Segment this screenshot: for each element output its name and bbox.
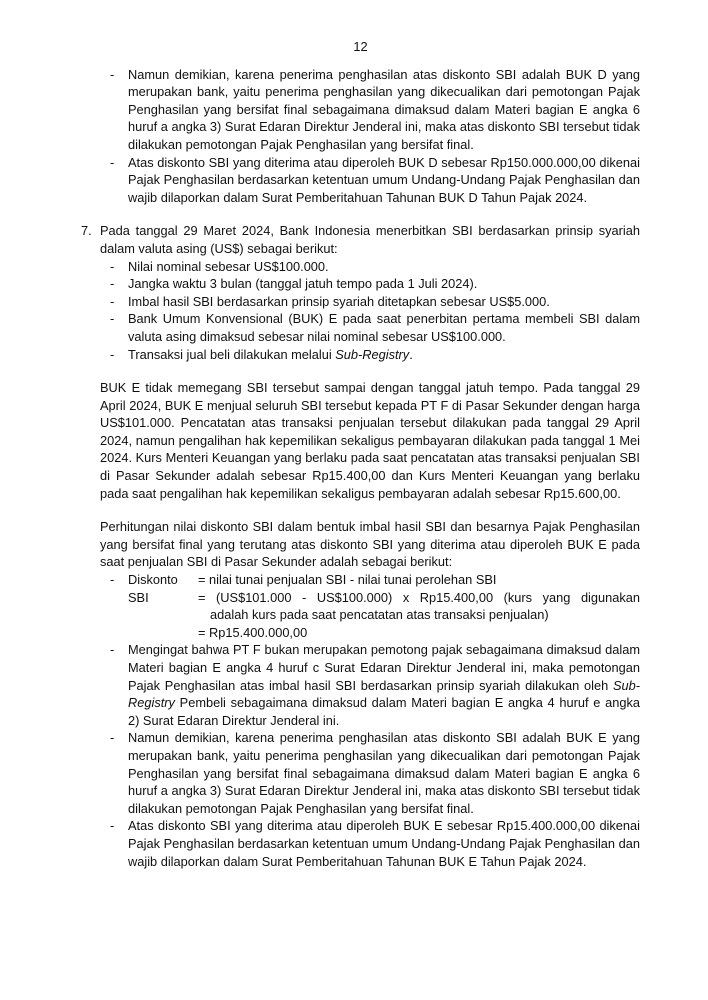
item-number: 7. [81,223,92,239]
dash-bullet-marker: - [110,66,115,82]
item-body [100,222,640,870]
text-run: Pembeli sebagaimana dimaksud dalam Materi bagian E angka 4 huruf e angka 2) Surat Edaran Direktur Jenderal ini. [128,695,640,728]
italic-run: Sub-Registry [128,677,640,711]
text-run: Transaksi jual beli dilakukan melalui [128,346,336,362]
calculation-bullet [110,571,640,641]
calculation-block [128,571,640,641]
dash-bullet-marker: - [110,154,115,170]
calculation-line-2: = (US$101.000 - US$100.000) x Rp15.400,00 (kurs yang digunakan [198,589,640,605]
sub-bullet-4-text [128,310,640,345]
dash-bullet-marker: - [110,293,115,309]
dash-bullet-marker: - [110,818,115,834]
page-number: 12 [353,39,368,54]
closing-bullet-2 [110,729,640,817]
dash-bullet-marker: - [110,276,115,292]
text-run: Nilai nominal sebesar US$100.000. [128,258,329,274]
text-run: Mengingat bahwa PT F bukan merupakan pemotong pajak sebagaimana dimaksud dalam Materi bagian E angka 4 huruf c Surat Edaran Direktur Jenderal ini, maka pemotongan Pajak Penghasilan atas imbal hasil SBI berdasarkan prinsip syariah dilakukan oleh [128,642,640,693]
sub-bullet-2 [110,275,640,293]
calculation-label: Diskonto SBI [128,572,178,605]
continuation-bullet-2-text [128,154,640,207]
sub-bullet-1-text [128,258,640,276]
item-paragraph-1: BUK E tidak memegang SBI tersebut sampai dengan tanggal jatuh tempo. Pada tanggal 29 April 2024, BUK E menjual seluruh SBI tersebut kepada PT F di Pasar Sekunder dengan harga US$101.000. Pencatatan atas transaksi penjualan tersebut dilakukan pada tanggal 29 April 2024, namun pengalihan hak kepemilikan sekaligus pembayaran dilakukan pada tanggal 1 Mei 2024. Kurs Menteri Keuangan yang berlaku pada saat pencatatan atas transaksi penjualan SBI di Pasar Sekunder adalah sebesar Rp15.400,00 dan Kurs Menteri Keuangan yang berlaku pada saat pengalihan hak kepemilikan sekaligus pembayaran adalah sebesar Rp15.600,00. [100,380,640,501]
italic-run: Sub-Registry [335,346,410,362]
closing-bullet-3-text [128,817,640,870]
text-run: . [409,346,413,362]
dash-bullet-marker: - [110,572,115,588]
text-run: Imbal hasil SBI berdasarkan prinsip syariah ditetapkan sebesar US$5.000. [128,293,550,309]
dash-bullet-marker: - [110,311,115,327]
closing-bullet-1-text [128,641,640,729]
closing-bullet-3 [110,817,640,870]
dash-bullet-marker: - [110,258,115,274]
continuation-bullet-1 [110,66,640,154]
sub-bullet-3-text [128,293,640,311]
sub-bullet-4 [110,310,640,345]
numbered-item-7 [81,222,640,870]
dash-bullet-marker: - [110,346,115,362]
closing-bullet-2-text [128,729,640,817]
sub-bullet-5 [110,346,640,364]
calculation-line-3: = Rp15.400.000,00 [198,624,308,640]
calculation-line-1: = nilai tunai penjualan SBI - nilai tunai perolehan SBI [198,572,497,588]
calculation-lines [198,571,640,641]
sub-bullet-3 [110,293,640,311]
calculation-line-2-continued: adalah kurs pada saat pencatatan atas transaksi penjualan) [210,607,549,623]
text-run: Atas diskonto SBI yang diterima atau diperoleh BUK E sebesar Rp15.400.000,00 dikenai Pajak Penghasilan berdasarkan ketentuan umum Undang-Undang Pajak Penghasilan dan wajib dilaporkan dalam Surat Pemberitahuan Tahunan BUK E Tahun Pajak 2024. [128,818,640,869]
sub-bullet-2-text [128,275,640,293]
dash-bullet-marker: - [110,642,115,658]
item-paragraph-2: Perhitungan nilai diskonto SBI dalam bentuk imbal hasil SBI dan besarnya Pajak Penghasilan yang bersifat final yang terutang atas diskonto SBI yang diterima atau diperoleh BUK E pada saat penjualan SBI di Pasar Sekunder adalah sebagai berikut: [100,519,640,570]
item-intro: Pada tanggal 29 Maret 2024, Bank Indonesia menerbitkan SBI berdasarkan prinsip syariah dalam valuta asing (US$) sebagai berikut: [100,223,640,256]
sub-bullet-5-text [128,346,640,364]
text-run: Namun demikian, karena penerima penghasilan atas diskonto SBI adalah BUK D yang merupakan bank, yaitu penerima penghasilan yang dikecualikan dari pemotongan Pajak Penghasilan yang bersifat final sebagaimana dimaksud dalam Materi bagian E angka 6 huruf a angka 3) Surat Edaran Direktur Jenderal ini, maka atas diskonto SBI tersebut tidak dilakukan pemotongan Pajak Penghasilan yang bersifat final. [128,66,640,152]
closing-bullet-1 [110,641,640,729]
text-run: Namun demikian, karena penerima penghasilan atas diskonto SBI adalah BUK E yang merupakan bank, yaitu penerima penghasilan yang dikecualikan dari pemotongan Pajak Penghasilan yang bersifat final sebagaimana dimaksud dalam Materi bagian E angka 6 huruf a angka 3) Surat Edaran Direktur Jenderal ini, maka atas diskonto SBI tersebut tidak dilakukan pemotongan Pajak Penghasilan yang bersifat final. [128,730,640,816]
dash-bullet-marker: - [110,730,115,746]
continuation-bullet-2 [110,154,640,207]
text-run: Atas diskonto SBI yang diterima atau diperoleh BUK D sebesar Rp150.000.000,00 dikenai Pajak Penghasilan berdasarkan ketentuan umum Undang-Undang Pajak Penghasilan dan wajib dilaporkan dalam Surat Pemberitahuan Tahunan BUK D Tahun Pajak 2024. [128,154,640,205]
text-run: Jangka waktu 3 bulan (tanggal jatuh tempo pada 1 Juli 2024). [128,276,478,292]
text-run: Bank Umum Konvensional (BUK) E pada saat penerbitan pertama membeli SBI dalam valuta asing dimaksud sebesar nilai nominal sebesar US$100.000. [128,311,640,344]
sub-bullet-1 [110,258,640,276]
continuation-bullet-1-text [128,66,640,154]
